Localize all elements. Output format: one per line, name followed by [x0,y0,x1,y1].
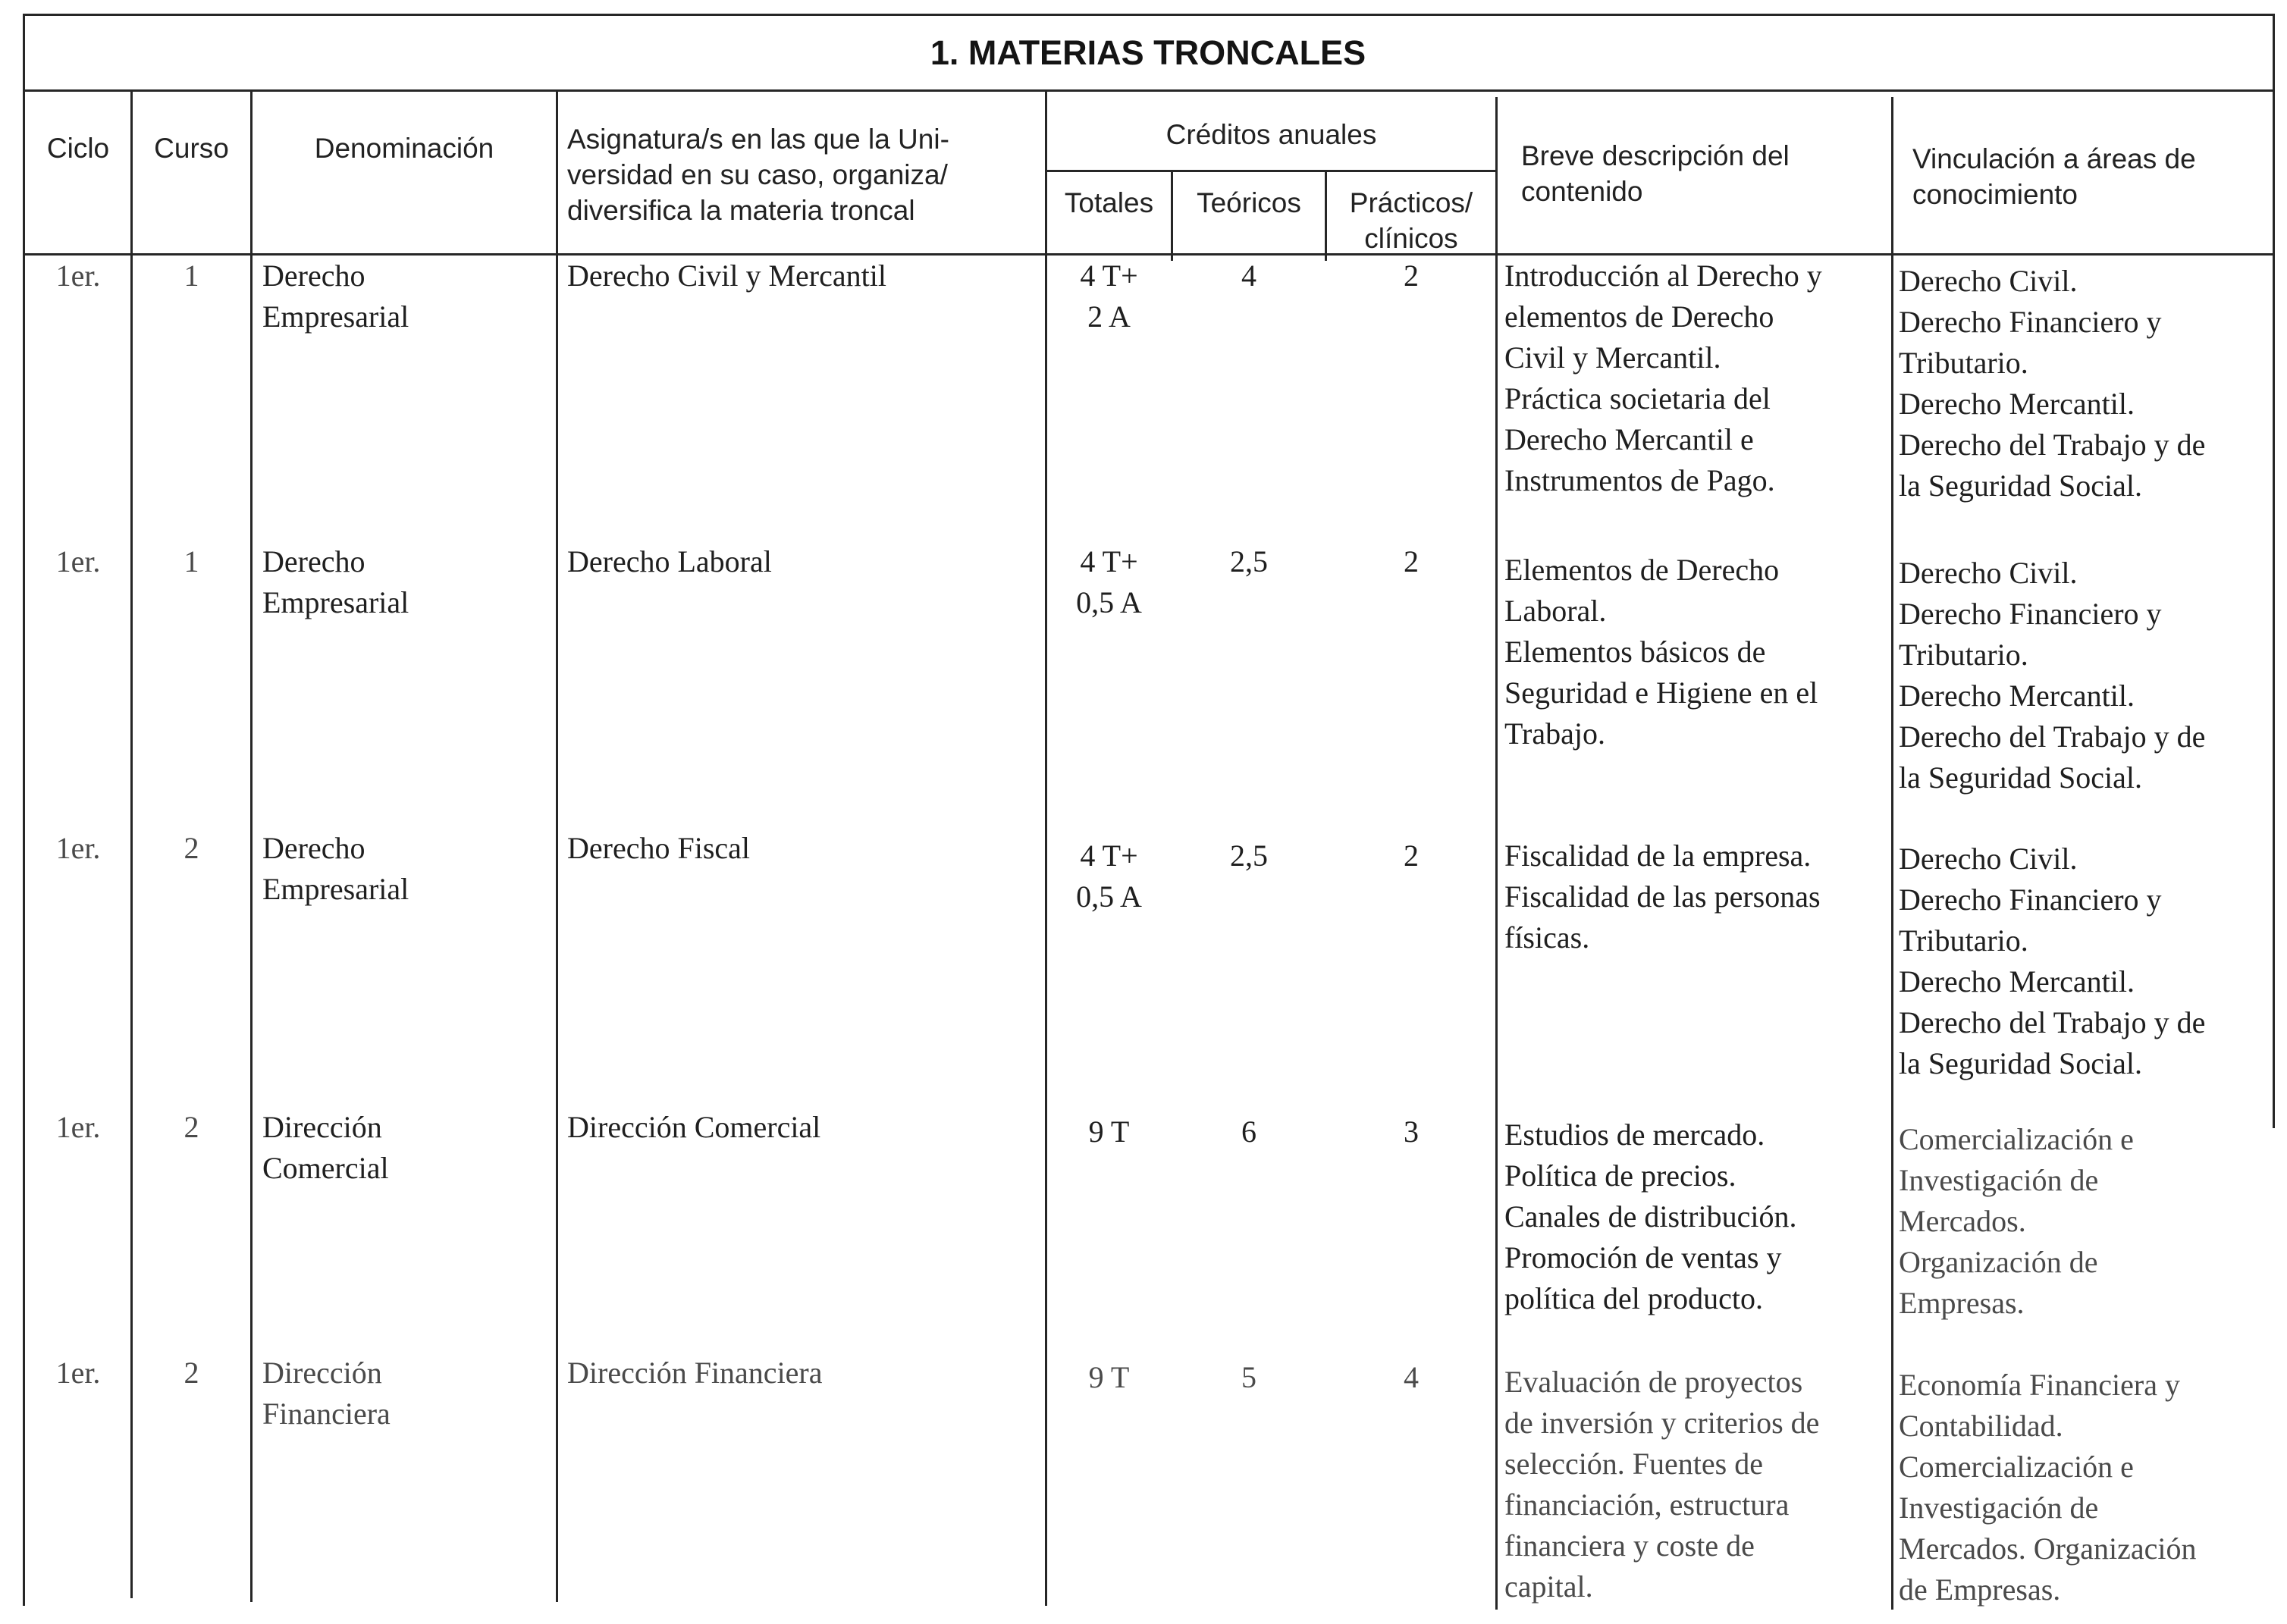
row4-denominacion: Dirección Comercial [262,1110,389,1185]
row5-teoricos: 5 [1241,1360,1256,1394]
row5-totales: 9 T [1088,1360,1130,1394]
col-sep-1 [23,89,25,1606]
row4-vinculacion: Comercialización e Investigación de Mercados. Organización de Empresas. [1899,1122,2134,1320]
row3-asignatura: Derecho Fiscal [567,831,751,865]
row1-asignatura: Derecho Civil y Mercantil [567,259,886,293]
row5-curso: 2 [184,1356,199,1390]
row4-descripcion: Estudios de mercado. Política de precios. Canales de distribución. Promoción de ventas y política del producto. [1504,1118,1797,1315]
row2-ciclo: 1er. [55,544,101,578]
row3-ciclo: 1er. [55,831,101,865]
row2-curso: 1 [184,544,199,578]
row3-practicos: 2 [1404,839,1419,873]
row3-totales: 4 T+ 0,5 A [1076,839,1142,914]
row5-vinculacion: Economía Financiera y Contabilidad. Comercialización e Investigación de Mercados. Organización de Empresas. [1899,1368,2197,1607]
row2-practicos: 2 [1404,544,1419,578]
row2-vinculacion: Derecho Civil. Derecho Financiero y Tributario. Derecho Mercantil. Derecho del Trabajo y de la Seguridad Social. [1899,556,2206,795]
row2-descripcion: Elementos de Derecho Laboral. Elementos básicos de Seguridad e Higiene en el Trabajo. [1504,553,1818,751]
row1-practicos: 2 [1404,259,1419,293]
row5-practicos: 4 [1404,1360,1419,1394]
col-sep-8 [1495,97,1498,1610]
row2-teoricos: 2,5 [1230,544,1268,578]
header-totales: Totales [1064,187,1154,218]
row3-descripcion: Fiscalidad de la empresa. Fiscalidad de las personas físicas. [1504,839,1821,955]
header-creditos: Créditos anuales [1165,119,1377,150]
row4-asignatura: Dirección Comercial [567,1110,821,1144]
row3-vinculacion: Derecho Civil. Derecho Financiero y Tributario. Derecho Mercantil. Derecho del Trabajo y de la Seguridad Social. [1899,842,2206,1080]
row3-teoricos: 2,5 [1230,839,1268,873]
title-rule [23,89,2275,92]
row1-teoricos: 4 [1241,259,1256,293]
row3-denominacion: Derecho Empresarial [262,831,409,906]
row2-asignatura: Derecho Laboral [567,544,772,578]
header-vinculacion: Vinculación a áreas de conocimiento [1912,143,2196,210]
row1-ciclo: 1er. [55,259,101,293]
row5-asignatura: Dirección Financiera [567,1356,823,1390]
header-curso: Curso [154,133,229,164]
row5-descripcion: Evaluación de proyectos de inversión y criterios de selección. Fuentes de financiación, estructura financiera y coste de capital. [1504,1365,1820,1604]
row1-curso: 1 [184,259,199,293]
row1-descripcion: Introducción al Derecho y elementos de Derecho Civil y Mercantil. Práctica societaria del Derecho Mercantil e Instrumentos de Pago. [1504,259,1822,497]
header-practicos: Prácticos/ clínicos [1349,187,1473,254]
row4-totales: 9 T [1088,1115,1130,1149]
row5-denominacion: Dirección Financiera [262,1356,391,1431]
row4-teoricos: 6 [1241,1115,1256,1149]
row4-practicos: 3 [1404,1115,1419,1149]
col-sep-4 [556,89,558,1602]
col-sep-9 [1891,97,1893,1610]
page-title: 1. MATERIAS TRONCALES [930,33,1366,72]
row1-denominacion: Derecho Empresarial [262,259,409,334]
right-border [2273,14,2275,1128]
row1-vinculacion: Derecho Civil. Derecho Financiero y Tributario. Derecho Mercantil. Derecho del Trabajo y de la Seguridad Social. [1899,264,2206,503]
header-descripcion: Breve descripción del contenido [1521,140,1790,207]
header-asignaturas: Asignatura/s en las que la Uni- versidad en su caso, organiza/ diversifica la materia troncal [567,124,949,226]
header-denominacion: Denominación [314,133,494,164]
row2-denominacion: Derecho Empresarial [262,544,409,619]
top-border [23,14,2275,16]
row4-curso: 2 [184,1110,199,1144]
row4-ciclo: 1er. [55,1110,101,1144]
header-ciclo: Ciclo [46,133,110,164]
col-sep-3 [250,89,253,1602]
row2-totales: 4 T+ 0,5 A [1076,544,1142,619]
row3-curso: 2 [184,831,199,865]
row5-ciclo: 1er. [55,1356,101,1390]
creditos-subrule [1046,170,1495,172]
header-teoricos: Teóricos [1197,187,1301,218]
row1-totales: 4 T+ 2 A [1080,259,1138,334]
